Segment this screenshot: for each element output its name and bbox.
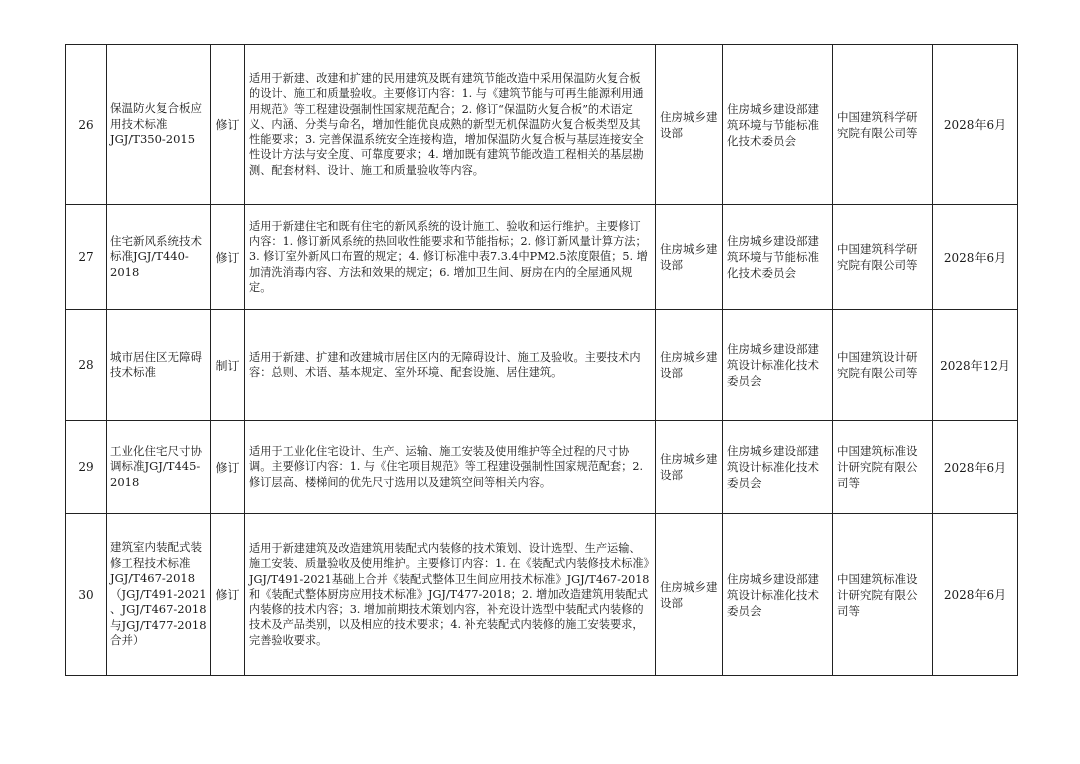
standard-name-line: 技术标准 [110, 365, 156, 379]
standard-name-line: JGJ/T467-2018 [110, 571, 196, 586]
responsible-department: 住房城乡建设部 [656, 310, 723, 421]
standard-name-line: 工业化住宅尺寸协 [110, 443, 202, 458]
standard-name-line: 2018 [110, 264, 140, 279]
lead-organization: 中国建筑设计研究院有限公司等 [833, 310, 933, 421]
standard-name-line: JGJ/T350-2015 [110, 132, 196, 147]
standard-name-line: 保温防火复合板应 [110, 101, 202, 116]
scope-description: 适用于工业化住宅设计、生产、运输、施工安装及使用维护等全过程的尺寸协调。主要修订内容：1. 与《住宅项目规范》等工程建设强制性国家规范配套；2. 修订层高、楼梯间的优先尺寸选用以及建筑空间等相关内容。 [245, 421, 656, 514]
technical-committee: 住房城乡建设部建筑设计标准化技术委员会 [723, 514, 833, 676]
scope-description: 适用于新建建筑及改造建筑用装配式内装修的技术策划、设计选型、生产运输、施工安装、质量验收及使用维护。主要修订内容：1. 在《装配式内装修技术标准》JGJ/T491-2021基础上合并《装配式整体卫生间应用技术标准》JGJ/T467-2018和《装配式整体厨房应用技术标准》JGJ/T477-2018；2. 增加改造建筑用装配式内装修的技术内容；3. 增加前期技术策划内容，补充设计选型中装配式内装修的技术及产品类别，以及相应的技术要求；4. 补充装配式内装修的施工安装要求，完善验收要求。 [245, 514, 656, 676]
standard-name-line: （JGJ/T491-2021 [110, 586, 207, 601]
standard-name-line: 用技术标准 [110, 116, 168, 131]
responsible-department: 住房城乡建设部 [656, 421, 723, 514]
row-number: 29 [66, 421, 107, 514]
standard-name-line: 2018 [110, 474, 140, 489]
technical-committee: 住房城乡建设部建筑设计标准化技术委员会 [723, 310, 833, 421]
scope-description: 适用于新建、改建和扩建的民用建筑及既有建筑节能改造中采用保温防火复合板的设计、施工和质量验收。主要修订内容：1. 与《建筑节能与可再生能源利用通用规范》等工程建设强制性国家规范配合；2. 修订“保温防火复合板”的术语定义、内涵、分类与命名，增加性能优良成熟的新型无机保温防火复合板类型及其性能要求；3. 完善保温系统安全连接构造，增加保温防火复合板与基层连接安全性设计方法与安全度、可靠度要求；4. 增加既有建筑节能改造工程相关的基层勘测、配套材料、设计、施工和质量验收等内容。 [245, 45, 656, 205]
revision-type: 制订 [211, 310, 245, 421]
standard-name-line: 、JGJ/T467-2018 [110, 602, 207, 617]
revision-type: 修订 [211, 514, 245, 676]
completion-date: 2028年6月 [933, 45, 1018, 205]
technical-committee: 住房城乡建设部建筑环境与节能标准化技术委员会 [723, 205, 833, 310]
completion-date: 2028年6月 [933, 421, 1018, 514]
row-number: 26 [66, 45, 107, 205]
lead-organization: 中国建筑科学研究院有限公司等 [833, 45, 933, 205]
row-number: 27 [66, 205, 107, 310]
lead-organization: 中国建筑标准设计研究院有限公司等 [833, 514, 933, 676]
standards-table [65, 44, 1018, 676]
standard-name-line: 与JGJ/T477-2018 [110, 617, 207, 632]
completion-date: 2028年12月 [933, 310, 1018, 421]
responsible-department: 住房城乡建设部 [656, 205, 723, 310]
table-row [66, 310, 1018, 421]
standard-name-line: 修工程技术标准 [110, 555, 191, 570]
table-row [66, 205, 1018, 310]
row-number: 30 [66, 514, 107, 676]
revision-type: 修订 [211, 45, 245, 205]
completion-date: 2028年6月 [933, 205, 1018, 310]
standard-name-line: 标准JGJ/T440- [110, 249, 189, 264]
completion-date: 2028年6月 [933, 514, 1018, 676]
scope-description: 适用于新建、扩建和改建城市居住区内的无障碍设计、施工及验收。主要技术内容：总则、术语、基本规定、室外环境、配套设施、居住建筑。 [245, 310, 656, 421]
responsible-department: 住房城乡建设部 [656, 45, 723, 205]
table-row [66, 45, 1018, 205]
row-number: 28 [66, 310, 107, 421]
technical-committee: 住房城乡建设部建筑环境与节能标准化技术委员会 [723, 45, 833, 205]
revision-type: 修订 [211, 421, 245, 514]
lead-organization: 中国建筑科学研究院有限公司等 [833, 205, 933, 310]
standard-name-line: 住宅新风系统技术 [110, 233, 202, 248]
standard-name [107, 421, 211, 514]
standard-name-line: 调标准JGJ/T445- [110, 459, 201, 474]
standard-name-line: 城市居住区无障碍 [110, 349, 202, 364]
table-body [66, 45, 1018, 676]
standard-name-line: 建筑室内装配式装 [110, 540, 202, 555]
standard-name [107, 45, 211, 205]
revision-type: 修订 [211, 205, 245, 310]
standard-name-line: 合并） [110, 633, 145, 648]
table-row [66, 421, 1018, 514]
lead-organization: 中国建筑标准设计研究院有限公司等 [833, 421, 933, 514]
table-row [66, 514, 1018, 676]
standard-name [107, 205, 211, 310]
standard-name [107, 514, 211, 676]
technical-committee: 住房城乡建设部建筑设计标准化技术委员会 [723, 421, 833, 514]
responsible-department: 住房城乡建设部 [656, 514, 723, 676]
standard-name [107, 310, 211, 421]
scope-description: 适用于新建住宅和既有住宅的新风系统的设计施工、验收和运行维护。主要修订内容：1. 修订新风系统的热回收性能要求和节能指标；2. 修订新风量计算方法；3. 修订室外新风口布置的规定；4. 修订标准中表7.3.4中PM2.5浓度限值；5. 增加清洗消毒内容、方法和效果的规定；6. 增加卫生间、厨房在内的全屋通风规定。 [245, 205, 656, 310]
